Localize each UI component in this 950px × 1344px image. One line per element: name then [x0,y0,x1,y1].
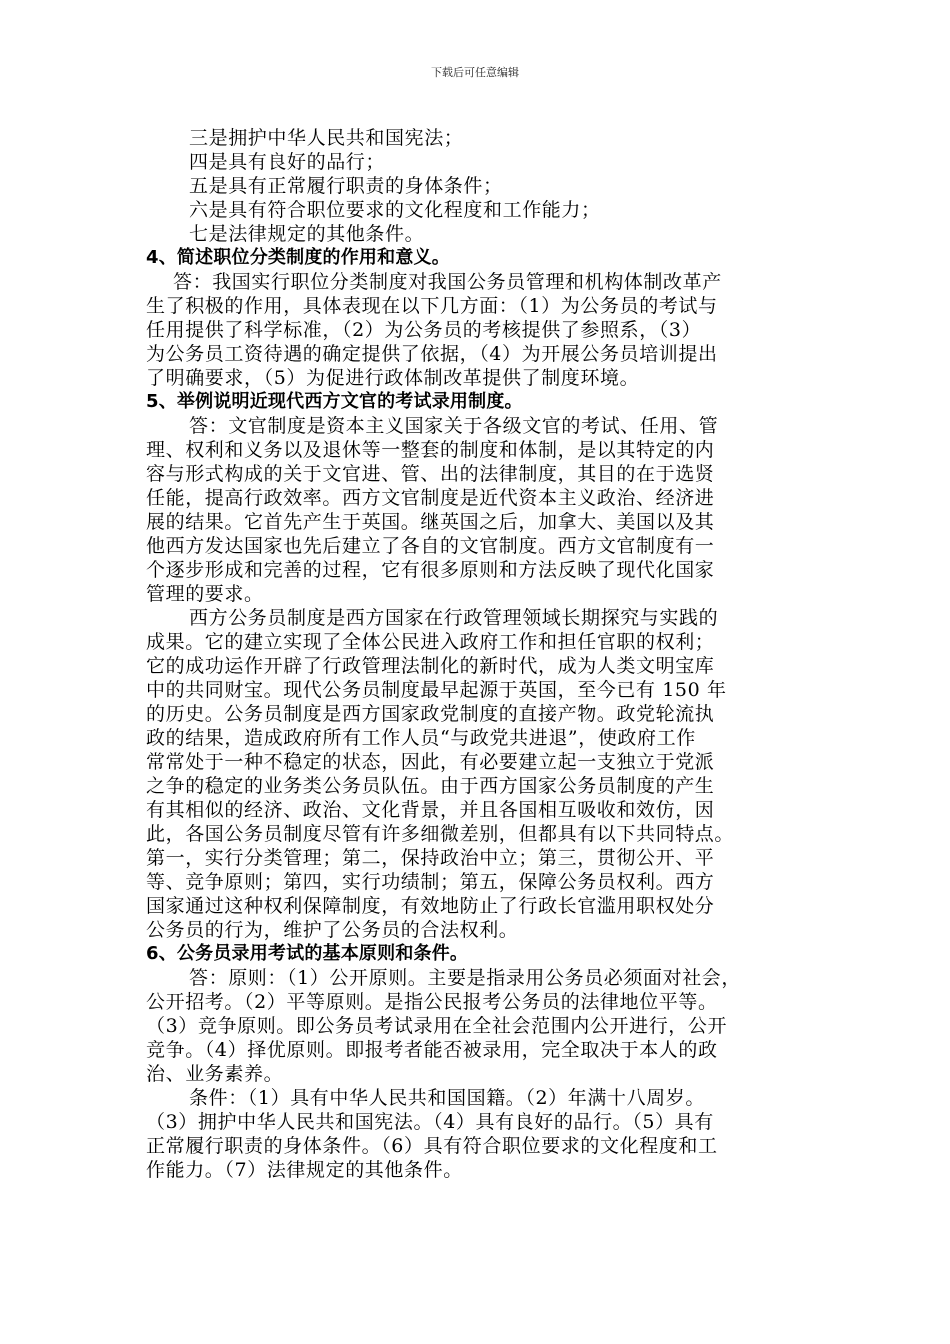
text-line: 公务员的行为，维护了公务员的合法权利。 [146,919,519,941]
text-line: 等、竞争原则；第四，实行功绩制；第五，保障公务员权利。西方 [146,871,715,893]
text-line: 任能，提高行政效率。西方文官制度是近代资本主义政治、经济进 [146,487,715,509]
text-line: 五是具有正常履行职责的身体条件； [189,175,503,197]
text-line: 治、业务素养。 [146,1063,284,1085]
text-line: 公开招考。（2）平等原则。是指公民报考公务员的法律地位平等。 [146,991,718,1013]
text-line: 他西方发达国家也先后建立了各自的文官制度。西方文官制度有一 [146,535,715,557]
text-line: 作能力。（7）法律规定的其他条件。 [146,1159,463,1181]
text-line: 它的成功运作开辟了行政管理法制化的新时代，成为人类文明宝库 [146,655,715,677]
text-line: 政的结果，造成政府所有工作人员“与政党共进退”，使政府工作 [146,727,696,749]
text-line: 竞争。（4）择优原则。即报考者能否被录用，完全取决于本人的政 [146,1039,718,1061]
text-line: 理、权利和义务以及退休等一整套的制度和体制，是以其特定的内 [146,439,715,461]
text-line: 中的共同财宝。现代公务员制度最早起源于英国，至今已有 150 年 [146,679,727,701]
text-line: 正常履行职责的身体条件。（6）具有符合职位要求的文化程度和工 [146,1135,718,1157]
document-body [146,126,824,1182]
text-line: 答：我国实行职位分类制度对我国公务员管理和机构体制改革产 [173,271,722,293]
text-line: 国家通过这种权利保障制度，有效地防止了行政长官滥用职权处分 [146,895,715,917]
text-line: 有其相似的经济、政治、文化背景，并且各国相互吸收和效仿，因 [146,799,715,821]
question-heading: 6、公务员录用考试的基本原则和条件。 [146,943,469,964]
text-line: 条件：（1）具有中华人民共和国国籍。（2）年满十八周岁。 [189,1087,705,1109]
text-line: （3）拥护中华人民共和国宪法。（4）具有良好的品行。（5）具有 [146,1111,714,1133]
text-line: 答：文官制度是资本主义国家关于各级文官的考试、任用、管 [189,415,719,437]
text-line: 七是法律规定的其他条件。 [189,223,425,245]
text-line: 答：原则：（1）公开原则。主要是指录用公务员必须面对社会， [189,967,741,989]
text-line: 三是拥护中华人民共和国宪法； [189,127,464,149]
text-line: 西方公务员制度是西方国家在行政管理领域长期探究与实践的 [189,607,719,629]
text-line: 管理的要求。 [146,583,264,605]
text-line: 常常处于一种不稳定的状态，因此，有必要建立起一支独立于党派 [146,751,715,773]
text-line: （3）竞争原则。即公务员考试录用在全社会范围内公开进行，公开 [146,1015,728,1037]
question-heading: 4、简述职位分类制度的作用和意义。 [146,247,450,268]
text-line: 容与形式构成的关于文官进、管、出的法律制度，其目的在于选贤 [146,463,715,485]
text-line: 第一，实行分类管理；第二，保持政治中立；第三，贯彻公开、平 [146,847,715,869]
text-line: 的历史。公务员制度是西方国家政党制度的直接产物。政党轮流执 [146,703,715,725]
text-line: 成果。它的建立实现了全体公民进入政府工作和担任官职的权利； [146,631,715,653]
text-line: 四是具有良好的品行； [189,151,386,173]
text-line: 任用提供了科学标准，（2）为公务员的考核提供了参照系，（3） [146,319,702,341]
text-line: 生了积极的作用，具体表现在以下几方面：（1）为公务员的考试与 [146,295,718,317]
text-line: 六是具有符合职位要求的文化程度和工作能力； [189,199,601,221]
text-line: 为公务员工资待遇的确定提供了依据，（4）为开展公务员培训提出 [146,343,718,365]
page-header: 下载后可任意编辑 [431,66,519,79]
text-line: 了明确要求，（5）为促进行政体制改革提供了制度环境。 [146,367,640,389]
question-heading: 5、举例说明近现代西方文官的考试录用制度。 [146,391,523,412]
text-line: 个逐步形成和完善的过程，它有很多原则和方法反映了现代化国家 [146,559,715,581]
text-line: 之争的稳定的业务类公务员队伍。由于西方国家公务员制度的产生 [146,775,715,797]
text-line: 展的结果。它首先产生于英国。继英国之后，加拿大、美国以及其 [146,511,715,533]
text-line: 此，各国公务员制度尽管有许多细微差别，但都具有以下共同特点。 [146,823,735,845]
